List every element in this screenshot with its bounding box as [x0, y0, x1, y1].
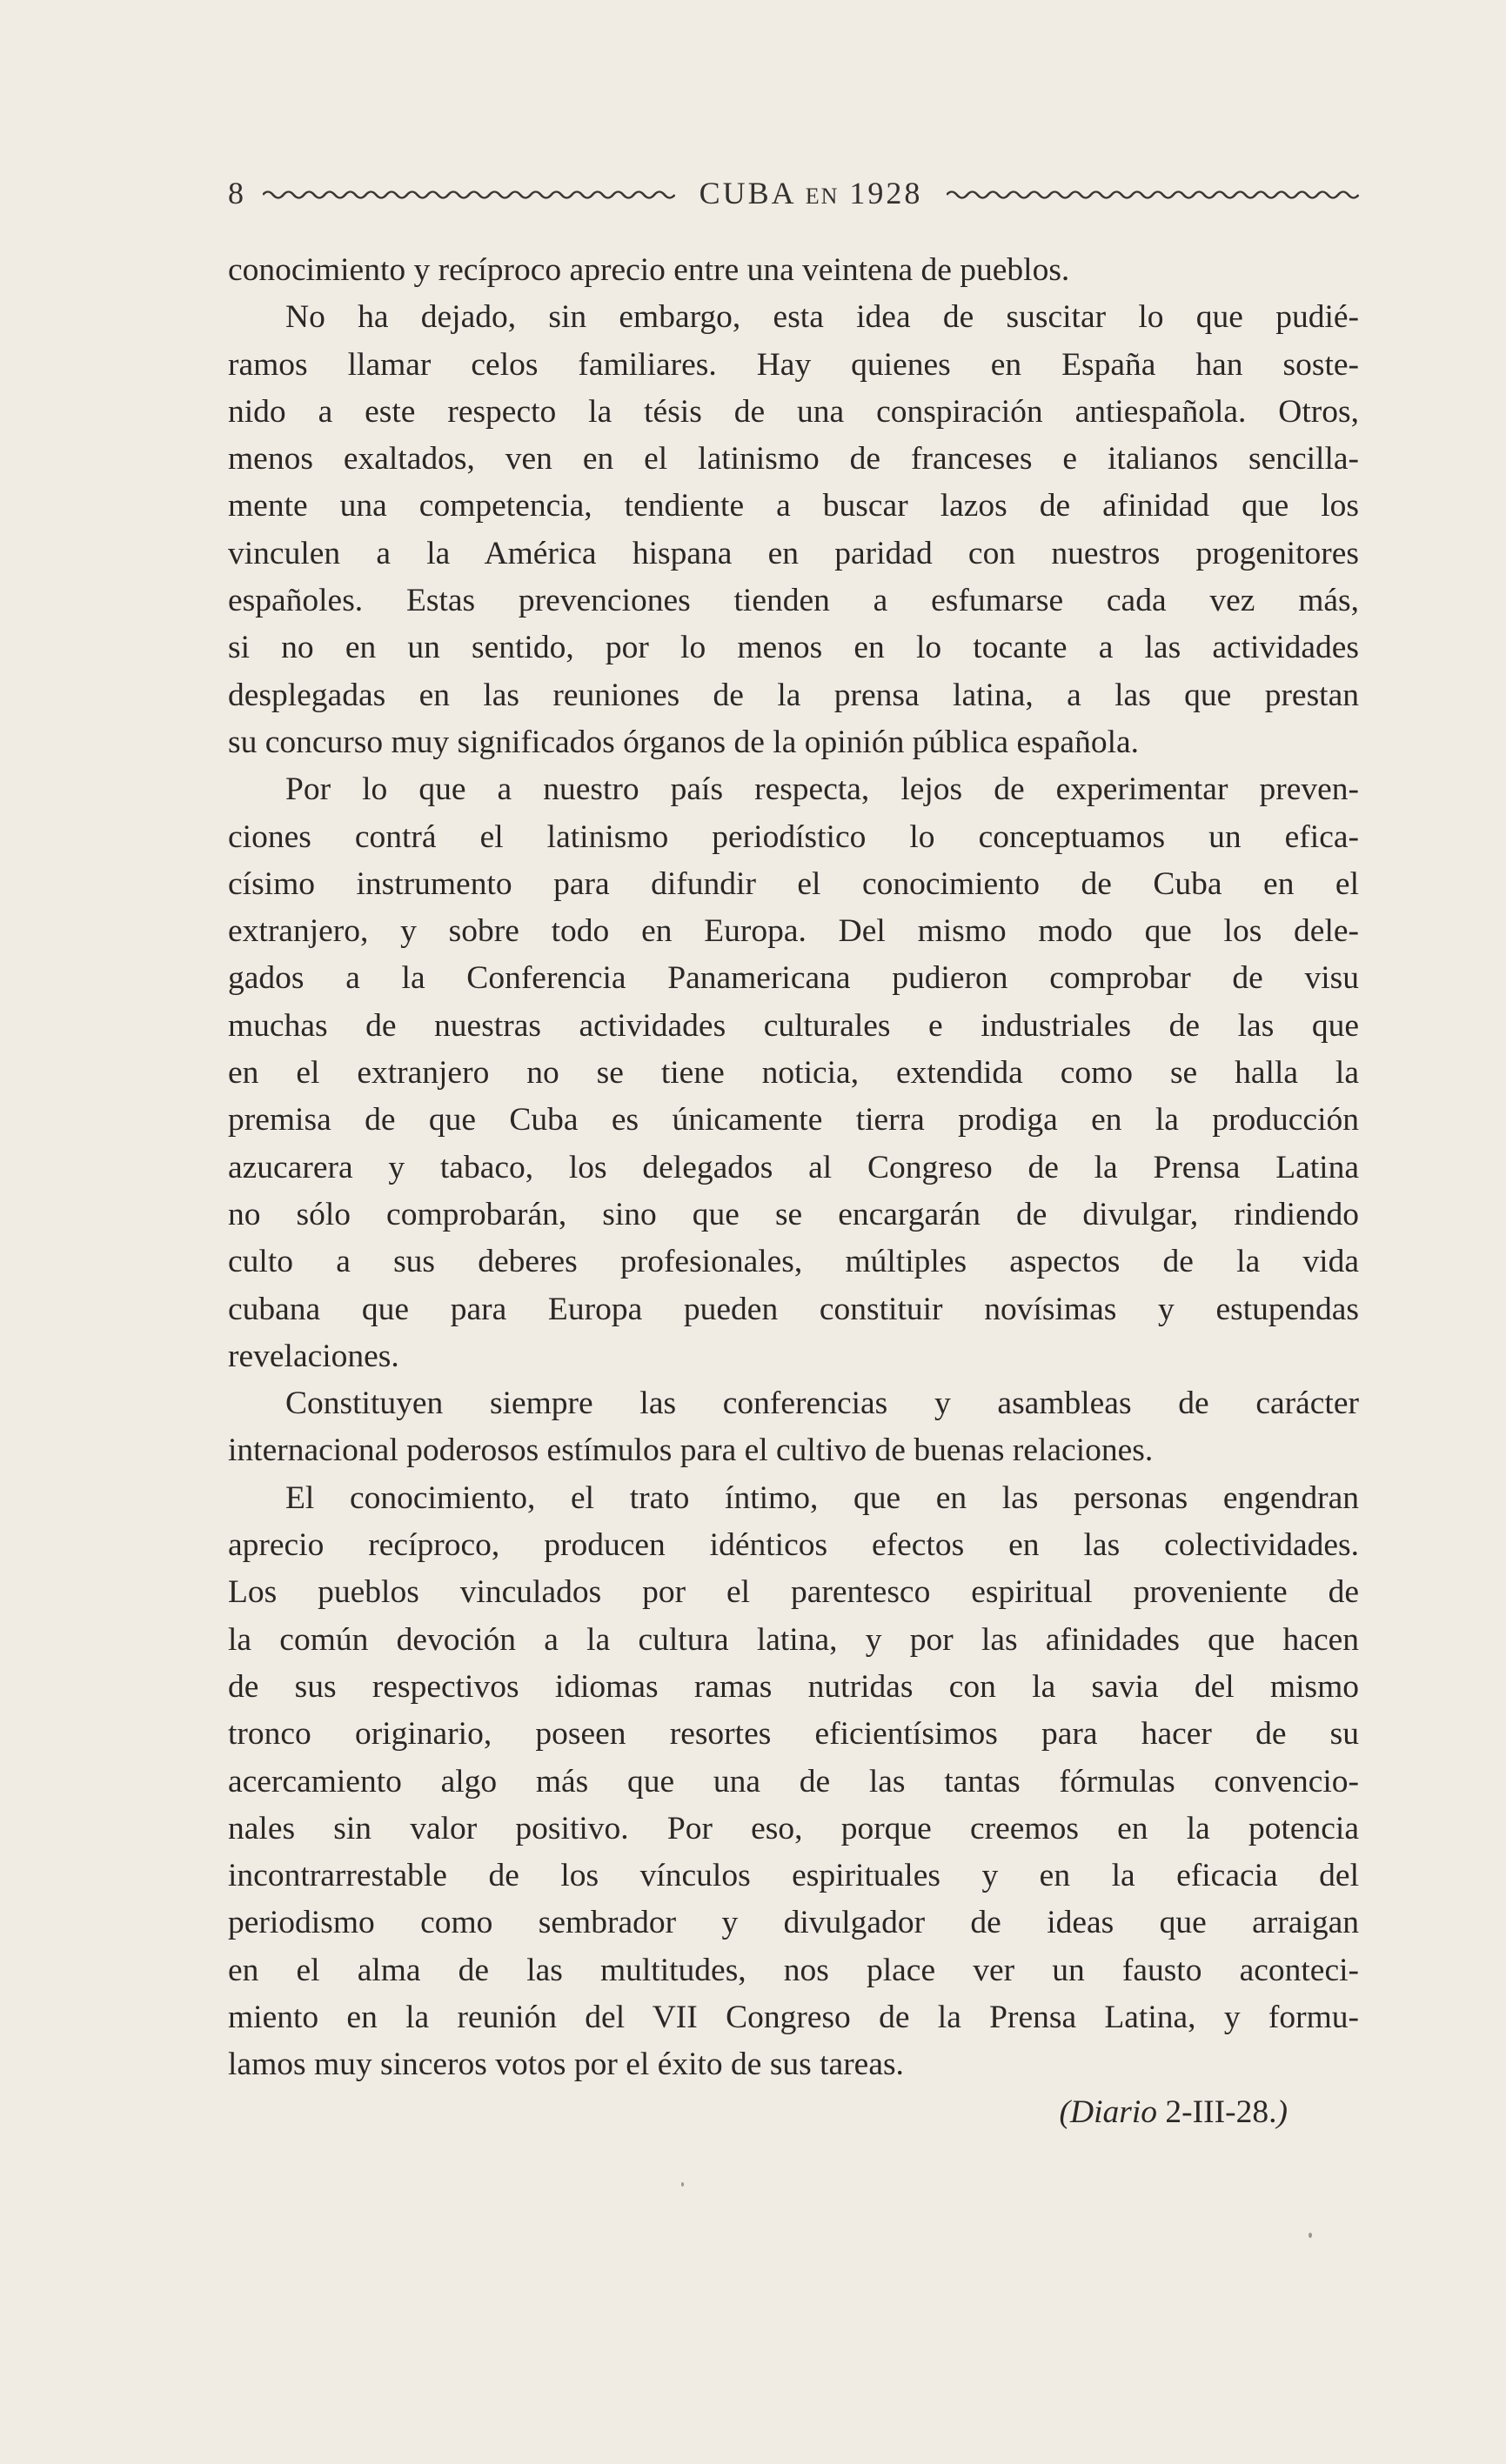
- source-date: 2-III-28.: [1165, 2093, 1277, 2130]
- text-line: Los pueblos vinculados por el parentesco espiritual proveniente de: [228, 1574, 1359, 1611]
- text-line: de sus respectivos idiomas ramas nutridas con la savia del mismo: [228, 1668, 1359, 1705]
- text-line: lamos muy sinceros votos por el éxito de sus tareas.: [228, 2047, 904, 2083]
- text-line: extranjero, y sobre todo en Europa. Del mismo modo que los dele-: [228, 913, 1359, 950]
- ornament-right: [947, 189, 1359, 201]
- text-line: El conocimiento, el trato íntimo, que en las personas engendran: [285, 1479, 1359, 1516]
- text-line: su concurso muy significados órganos de la opinión pública española.: [228, 724, 1140, 760]
- paper-speck: [1309, 2233, 1312, 2238]
- text-line: Constituyen siempre las conferencias y asambleas de carácter: [285, 1386, 1359, 1422]
- text-line: periodismo como sembrador y divulgador de ideas que arraigan: [228, 1905, 1359, 1941]
- paper-speck: [681, 2182, 684, 2187]
- text-line: si no en un sentido, por lo menos en lo tocante a las actividades: [228, 630, 1359, 666]
- wave-ornament-icon: [263, 189, 675, 201]
- text-line: en el extranjero no se tiene noticia, extendida como se halla la: [228, 1055, 1359, 1092]
- text-line: acercamiento algo más que una de las tantas fórmulas convencio-: [228, 1763, 1359, 1800]
- source-name: Diario: [1070, 2093, 1158, 2130]
- text-line: no sólo comprobarán, sino que se encargarán de divulgar, rindiendo: [228, 1196, 1359, 1232]
- text-line: Por lo que a nuestro país respecta, lejos de experimentar preven-: [285, 771, 1359, 808]
- text-line: nales sin valor positivo. Por eso, porque creemos en la potencia: [228, 1810, 1359, 1846]
- source-signature: (Diario 2-III-28.): [1059, 2093, 1288, 2130]
- text-line: en el alma de las multitudes, nos place ver un fausto aconteci-: [228, 1952, 1359, 1988]
- text-line: incontrarrestable de los vínculos espirituales y en la eficacia del: [228, 1858, 1359, 1894]
- text-line: azucarera y tabaco, los delegados al Congreso de la Prensa Latina: [228, 1149, 1359, 1185]
- page-number: 8: [228, 176, 245, 210]
- running-title: [675, 175, 947, 211]
- text-line: nido a este respecto la tésis de una conspiración antiespañola. Otros,: [228, 393, 1359, 430]
- title-en: EN: [805, 184, 840, 209]
- book-page: [228, 172, 1359, 2136]
- text-line: culto a sus deberes profesionales, múltiples aspectos de la vida: [228, 1244, 1359, 1280]
- text-line: desplegadas en las reuniones de la prensa latina, a las que prestan: [228, 677, 1359, 713]
- text-line: ciones contrá el latinismo periodístico lo conceptuamos un efica-: [228, 818, 1359, 855]
- running-header: [228, 172, 1359, 214]
- article-body: [228, 247, 1359, 2089]
- title-year: 1928: [849, 176, 923, 210]
- text-line: vinculen a la América hispana en paridad con nuestros progenitores: [228, 535, 1359, 571]
- text-line: No ha dejado, sin embargo, esta idea de suscitar lo que pudié-: [285, 299, 1359, 336]
- text-line: españoles. Estas prevenciones tienden a esfumarse cada vez más,: [228, 583, 1359, 619]
- wave-ornament-icon: [947, 189, 1359, 201]
- text-line: gados a la Conferencia Panamericana pudieron comprobar de visu: [228, 960, 1359, 997]
- text-line: tronco originario, poseen resortes eficientísimos para hacer de su: [228, 1716, 1359, 1753]
- ornament-left: [263, 189, 675, 201]
- text-line: premisa de que Cuba es únicamente tierra prodiga en la producción: [228, 1102, 1359, 1139]
- text-line: conocimiento y recíproco aprecio entre una veintena de pueblos.: [228, 252, 1070, 288]
- text-line: revelaciones.: [228, 1338, 399, 1374]
- text-line: miento en la reunión del VII Congreso de la Prensa Latina, y formu-: [228, 1999, 1359, 2035]
- text-line: menos exaltados, ven en el latinismo de franceses e italianos sencilla-: [228, 441, 1359, 477]
- text-line: ramos llamar celos familiares. Hay quienes en España han soste-: [228, 346, 1359, 383]
- title-cuba: CUBA: [699, 176, 795, 210]
- text-line: muchas de nuestras actividades culturales e industriales de las que: [228, 1007, 1359, 1044]
- text-line: aprecio recíproco, producen idénticos efectos en las colectividades.: [228, 1527, 1359, 1564]
- text-line: la común devoción a la cultura latina, y por las afinidades que hacen: [228, 1621, 1359, 1658]
- text-line: cubana que para Europa pueden constituir novísimas y estupendas: [228, 1291, 1359, 1327]
- text-line: císimo instrumento para difundir el conocimiento de Cuba en el: [228, 865, 1359, 902]
- text-line: internacional poderosos estímulos para el cultivo de buenas relaciones.: [228, 1432, 1154, 1469]
- text-line: mente una competencia, tendiente a buscar lazos de afinidad que los: [228, 488, 1359, 524]
